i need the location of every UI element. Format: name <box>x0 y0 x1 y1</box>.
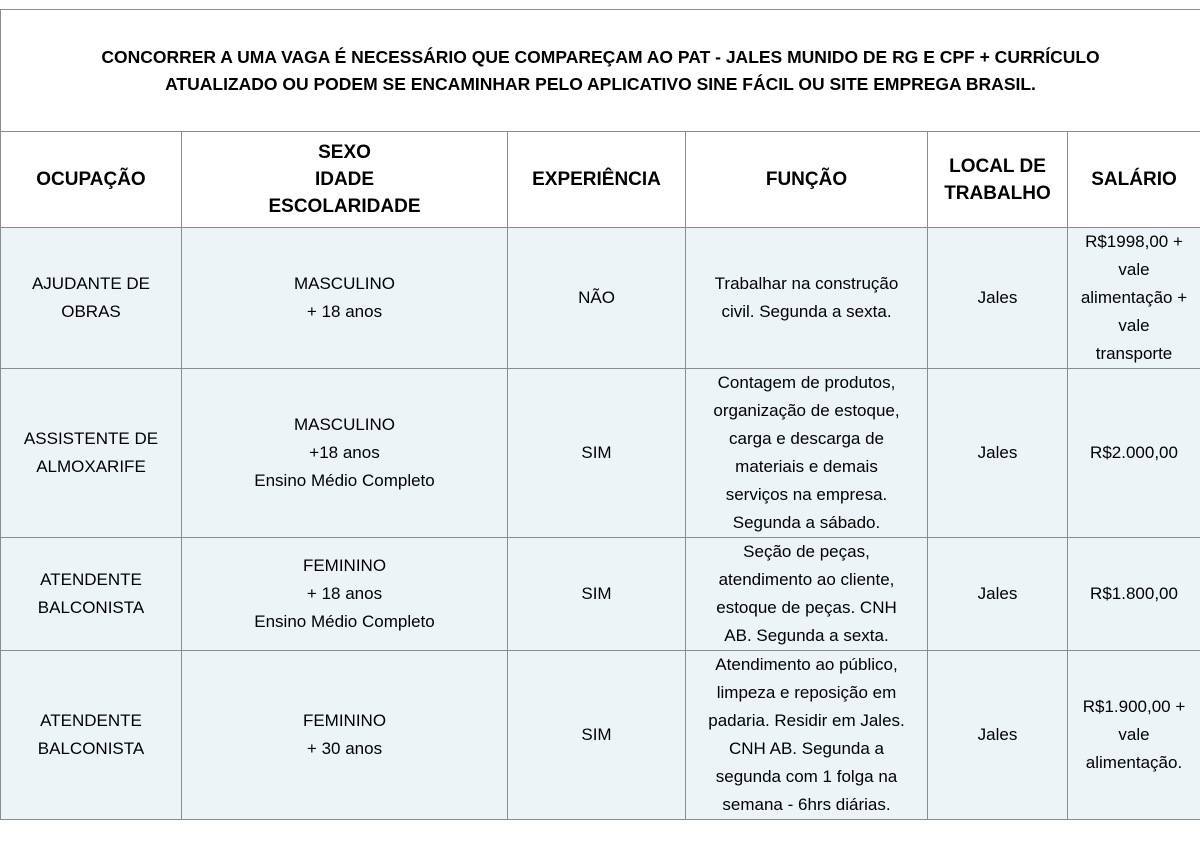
cell-local: Jales <box>928 369 1068 538</box>
cell-line: semana - 6hrs diárias. <box>722 795 891 814</box>
cell-line: atendimento ao cliente, <box>718 570 895 589</box>
table-row <box>1 369 1200 538</box>
cell-local: Jales <box>928 538 1068 651</box>
cell-line: BALCONISTA <box>37 739 145 758</box>
cell-perfil <box>182 369 508 538</box>
cell-line: Atendimento ao público, <box>715 655 898 674</box>
cell-line: BALCONISTA <box>37 598 145 617</box>
cell-line: serviços na empresa. <box>725 485 888 504</box>
cell-line: ATENDENTE <box>40 711 142 730</box>
cell-line: MASCULINO <box>293 274 396 293</box>
cell-experiencia: NÃO <box>508 228 686 369</box>
cell-experiencia: SIM <box>508 369 686 538</box>
cell-local: Jales <box>928 228 1068 369</box>
cell-line: + 30 anos <box>306 739 383 758</box>
header-local-line: TRABALHO <box>944 182 1051 204</box>
table-row <box>1 538 1200 651</box>
cell-line: vale <box>1118 260 1150 279</box>
cell-line: Segunda a sábado. <box>732 513 881 532</box>
cell-salario <box>1068 538 1200 651</box>
cell-line: CNH AB. Segunda a <box>729 739 884 758</box>
cell-line: alimentação + <box>1080 288 1188 307</box>
cell-line: Contagem de produtos, <box>717 373 896 392</box>
cell-line: +18 anos <box>309 443 380 462</box>
cell-line: + 18 anos <box>306 302 383 321</box>
header-perfil-line: ESCOLARIDADE <box>268 196 421 217</box>
cell-local: Jales <box>928 651 1068 820</box>
cell-line: materiais e demais <box>735 457 878 476</box>
cell-line: FEMININO <box>302 556 387 575</box>
header-row <box>1 132 1200 228</box>
cell-line: AB. Segunda a sexta. <box>724 626 889 645</box>
header-perfil-line: IDADE <box>314 169 375 190</box>
cell-line: limpeza e reposição em <box>716 683 897 702</box>
cell-ocupacao <box>1 369 182 538</box>
cell-funcao <box>686 228 928 369</box>
cell-line: vale <box>1118 725 1150 744</box>
cell-perfil <box>182 228 508 369</box>
cell-line: OBRAS <box>61 302 121 321</box>
cell-ocupacao <box>1 651 182 820</box>
header-perfil <box>182 132 508 228</box>
cell-line: R$1.800,00 <box>1090 584 1178 603</box>
table-row <box>1 651 1200 820</box>
cell-line: carga e descarga de <box>729 429 884 448</box>
notice-line-2: ATUALIZADO OU PODEM SE ENCAMINHAR PELO APLICATIVO SINE FÁCIL OU SITE EMPREGA BRASIL. <box>165 73 1036 94</box>
cell-line: AJUDANTE DE <box>31 274 151 293</box>
cell-experiencia: SIM <box>508 538 686 651</box>
header-salario: SALÁRIO <box>1068 132 1200 228</box>
cell-line: R$1.900,00 + <box>1082 697 1186 716</box>
cell-ocupacao <box>1 228 182 369</box>
application-notice <box>0 9 1200 131</box>
header-perfil-line: SEXO <box>318 142 371 163</box>
cell-funcao <box>686 538 928 651</box>
header-experiencia: EXPERIÊNCIA <box>508 132 686 228</box>
table-row <box>1 228 1200 369</box>
header-local-line: LOCAL DE <box>949 155 1046 177</box>
cell-line: Seção de peças, <box>743 542 870 561</box>
cell-line: segunda com 1 folga na <box>715 767 898 786</box>
cell-line: MASCULINO <box>293 415 396 434</box>
cell-salario <box>1068 228 1200 369</box>
cell-experiencia: SIM <box>508 651 686 820</box>
cell-line: Trabalhar na construção <box>714 274 899 293</box>
cell-funcao <box>686 369 928 538</box>
cell-salario <box>1068 369 1200 538</box>
cell-line: Ensino Médio Completo <box>254 612 435 631</box>
cell-line: Ensino Médio Completo <box>254 471 435 490</box>
cell-line: R$1998,00 + <box>1085 232 1183 251</box>
cell-line: estoque de peças. CNH <box>716 598 897 617</box>
cell-perfil <box>182 538 508 651</box>
header-funcao: FUNÇÃO <box>686 132 928 228</box>
cell-funcao <box>686 651 928 820</box>
notice-line-1: CONCORRER A UMA VAGA É NECESSÁRIO QUE COMPAREÇAM AO PAT - JALES MUNIDO DE RG E CPF + CURRÍCULO <box>101 46 1100 67</box>
cell-salario <box>1068 651 1200 820</box>
header-local <box>928 132 1068 228</box>
cell-line: R$2.000,00 <box>1090 443 1178 462</box>
jobs-table <box>0 131 1200 820</box>
cell-line: FEMININO <box>302 711 387 730</box>
cell-ocupacao <box>1 538 182 651</box>
cell-line: organização de estoque, <box>713 401 900 420</box>
cell-line: vale <box>1118 316 1150 335</box>
job-listing-sheet <box>0 9 1200 820</box>
header-ocupacao: OCUPAÇÃO <box>1 132 182 228</box>
cell-line: + 18 anos <box>306 584 383 603</box>
cell-line: padaria. Residir em Jales. <box>708 711 905 730</box>
cell-line: civil. Segunda a sexta. <box>721 302 892 321</box>
cell-perfil <box>182 651 508 820</box>
cell-line: ATENDENTE <box>40 570 142 589</box>
cell-line: alimentação. <box>1085 753 1183 772</box>
cell-line: transporte <box>1095 344 1173 363</box>
cell-line: ASSISTENTE DE <box>23 429 159 448</box>
cell-line: ALMOXARIFE <box>36 457 146 476</box>
